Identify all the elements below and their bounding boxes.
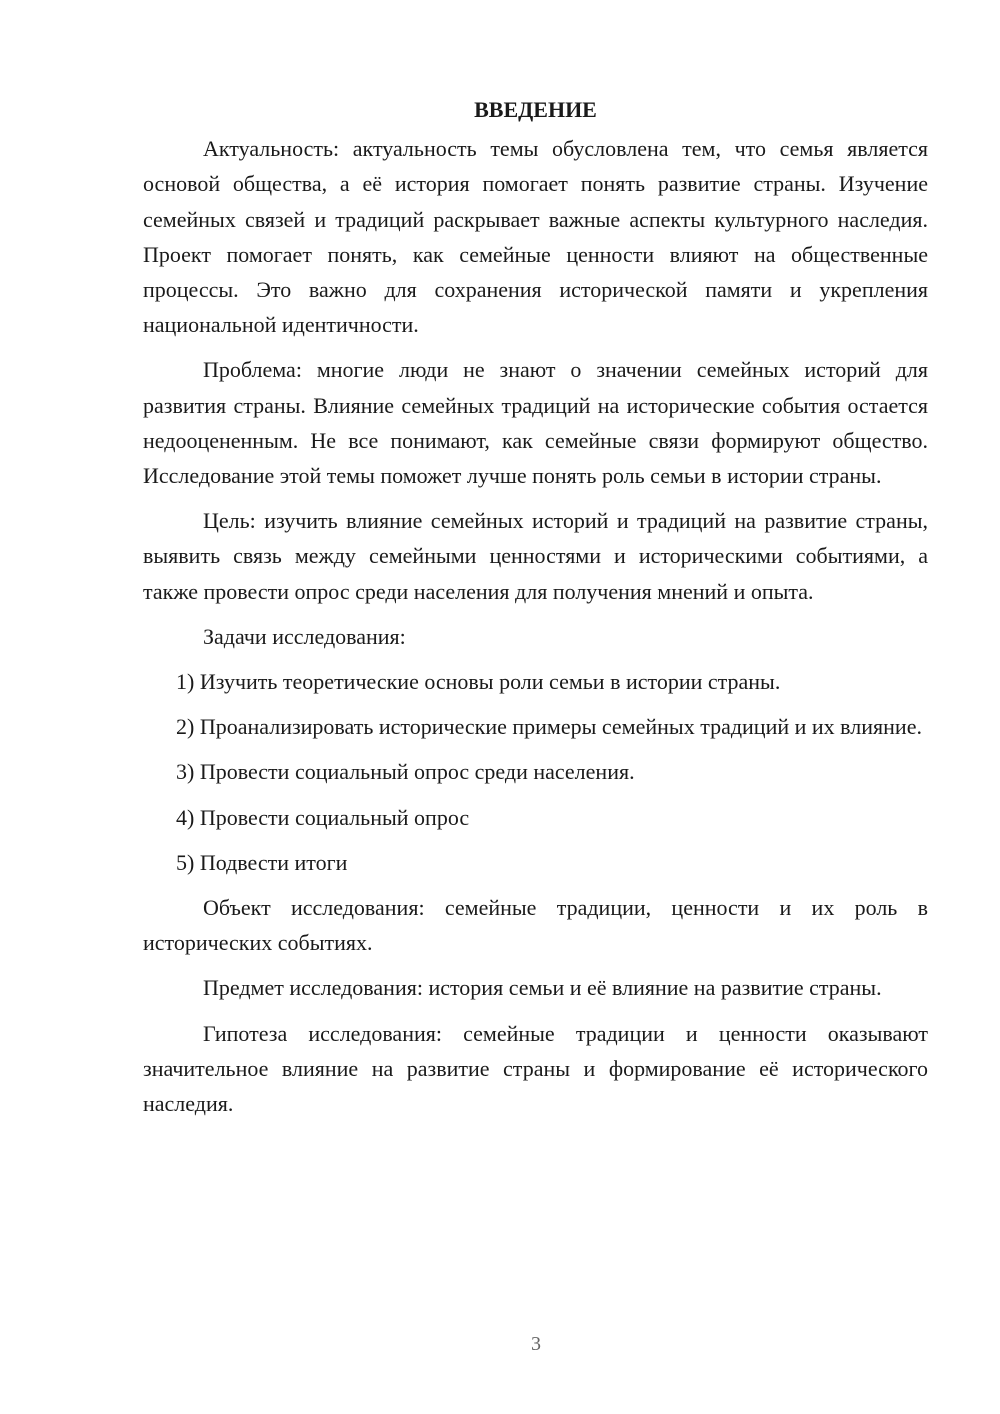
paragraph-relevance: Актуальность: актуальность темы обусловлена тем, что семья является основой общества, а её история помогает понять развитие страны. Изучение семейных связей и традиций раскрывает важные аспекты культурного наследия. Проект помогает понять, как семейные ценности влияют на общественные процессы. Это важно для сохранения исторической памяти и укрепления национальной идентичности. <box>143 136 928 338</box>
document-page <box>143 92 928 1131</box>
paragraph-hypothesis: Гипотеза исследования: семейные традиции и ценности оказывают значительное влияние на развитие страны и формирование её исторического наследия. <box>143 1020 928 1117</box>
page-number: 3 <box>531 1333 541 1355</box>
list-item: 5) Подвести итоги <box>176 849 348 875</box>
tasks-list <box>143 664 928 880</box>
list-item: 2) Проанализировать исторические примеры семейных традиций и их влияние. <box>176 714 922 740</box>
page-title: ВВЕДЕНИЕ <box>474 97 597 122</box>
paragraph-problem: Проблема: многие люди не знают о значении семейных историй для развития страны. Влияние семейных традиций на исторические события остается недооцененным. Не все понимают, как семейные связи формируют общество. Исследование этой темы поможет лучше понять роль семьи в истории страны. <box>143 357 928 489</box>
paragraph-subject: Предмет исследования: история семьи и её влияние на развитие страны. <box>203 975 882 1001</box>
paragraph-goal: Цель: изучить влияние семейных историй и традиций на развитие страны, выявить связь между семейными ценностями и историческими событиями, а также провести опрос среди населения для получения мнений и опыта. <box>143 508 928 604</box>
list-item: 4) Провести социальный опрос <box>176 804 470 830</box>
tasks-heading: Задачи исследования: <box>203 623 406 649</box>
list-item: 3) Провести социальный опрос среди населения. <box>176 759 635 785</box>
list-item: 1) Изучить теоретические основы роли семьи в истории страны. <box>176 669 781 695</box>
paragraph-object: Объект исследования: семейные традиции, ценности и их роль в исторических событиях. <box>143 895 928 956</box>
